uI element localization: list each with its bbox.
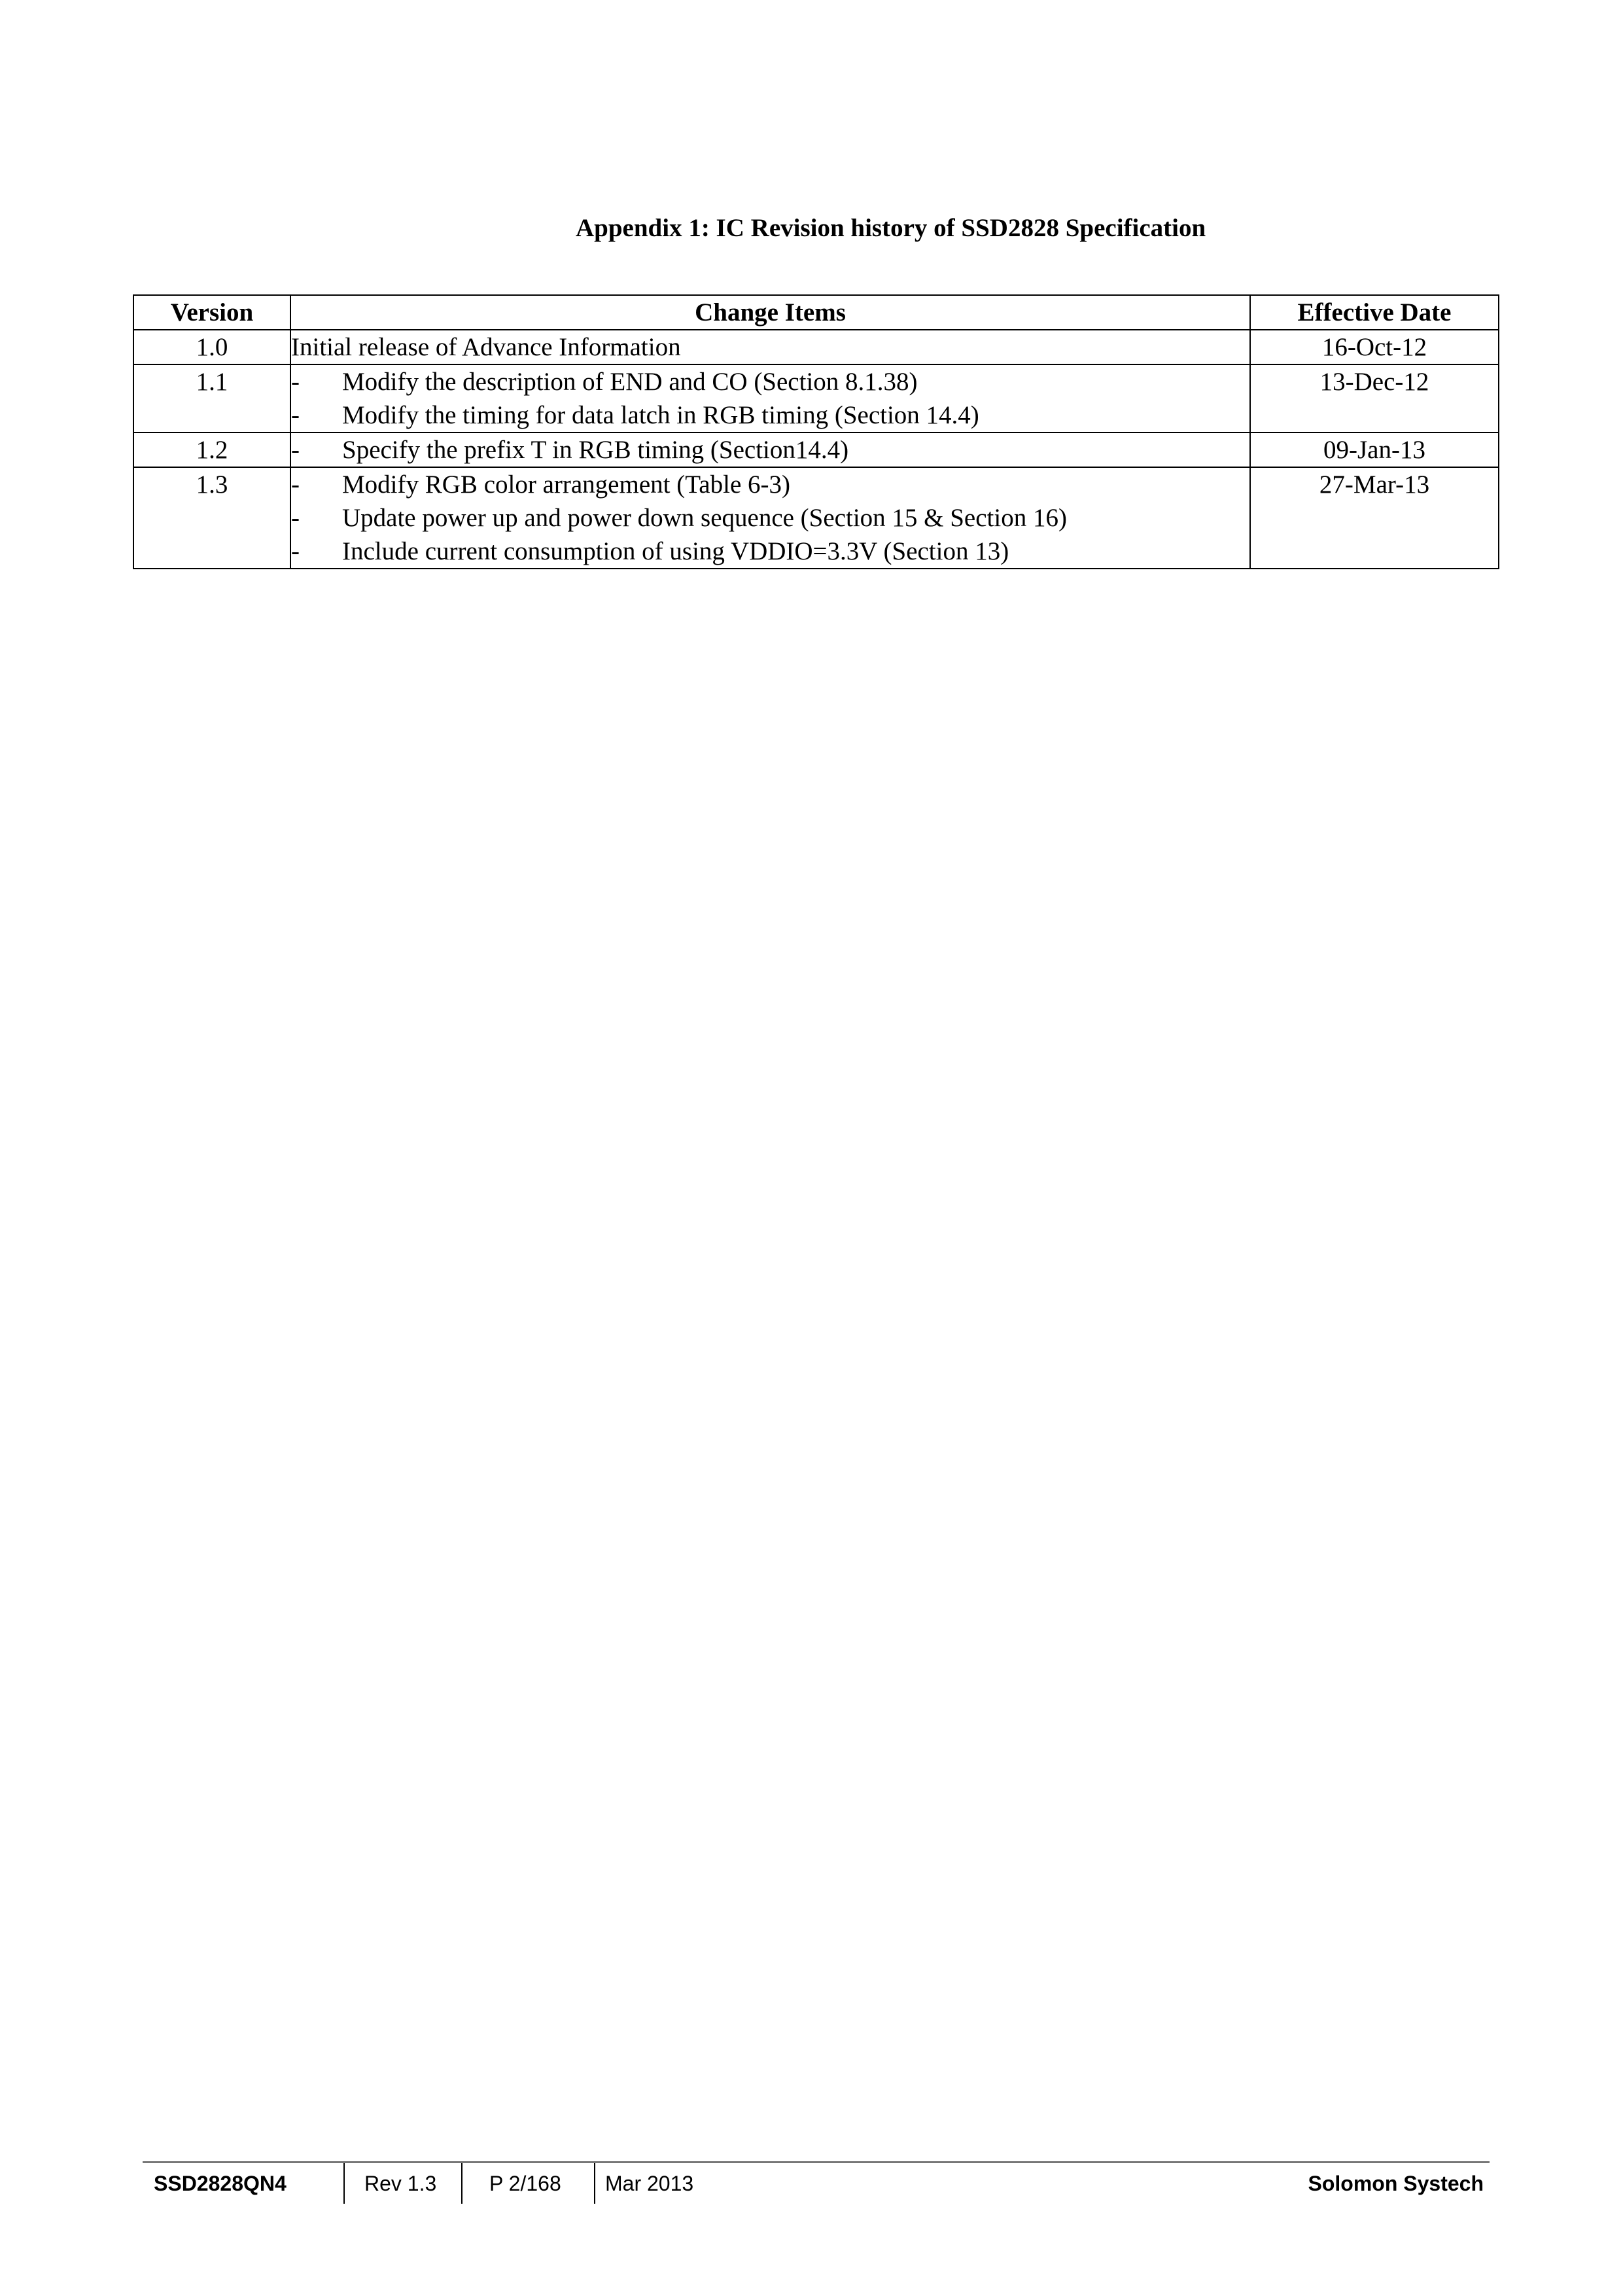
change-item-text: Modify the description of END and CO (Section 8.1.38) bbox=[342, 368, 918, 396]
footer-divider bbox=[594, 2163, 595, 2204]
effective-date-cell: 27-Mar-13 bbox=[1250, 467, 1499, 569]
footer-divider bbox=[461, 2163, 462, 2204]
change-item bbox=[291, 330, 1249, 364]
change-item-text: Include current consumption of using VDDIO=3.3V (Section 13) bbox=[342, 537, 1009, 565]
change-items-cell bbox=[290, 330, 1250, 364]
change-item bbox=[291, 468, 1249, 501]
bullet-dash: - bbox=[291, 504, 300, 532]
change-item-text: Specify the prefix T in RGB timing (Section14.4) bbox=[342, 436, 849, 464]
bullet-dash: - bbox=[291, 436, 300, 464]
footer-part-number: SSD2828QN4 bbox=[154, 2172, 287, 2195]
column-header-effective-date: Effective Date bbox=[1250, 295, 1499, 330]
version-cell: 1.3 bbox=[133, 467, 290, 569]
bullet-dash: - bbox=[291, 401, 300, 429]
change-items-cell bbox=[290, 364, 1250, 433]
change-item-text: Initial release of Advance Information bbox=[291, 333, 681, 361]
effective-date-cell: 13-Dec-12 bbox=[1250, 364, 1499, 433]
version-cell: 1.1 bbox=[133, 364, 290, 433]
version-cell: 1.0 bbox=[133, 330, 290, 364]
table-row bbox=[133, 467, 1499, 569]
bullet-dash: - bbox=[291, 470, 300, 499]
effective-date-cell: 09-Jan-13 bbox=[1250, 433, 1499, 467]
change-items-cell bbox=[290, 433, 1250, 467]
table-row bbox=[133, 433, 1499, 467]
footer-revision: Rev 1.3 bbox=[364, 2172, 437, 2195]
change-item bbox=[291, 433, 1249, 467]
column-header-change-items: Change Items bbox=[290, 295, 1250, 330]
effective-date-cell: 16-Oct-12 bbox=[1250, 330, 1499, 364]
change-item bbox=[291, 365, 1249, 398]
bullet-dash: - bbox=[291, 368, 300, 396]
footer-page-number: P 2/168 bbox=[489, 2172, 561, 2195]
change-items-cell bbox=[290, 467, 1250, 569]
change-item bbox=[291, 501, 1249, 535]
table-row bbox=[133, 364, 1499, 433]
footer-divider bbox=[343, 2163, 345, 2204]
version-cell: 1.2 bbox=[133, 433, 290, 467]
column-header-version: Version bbox=[133, 295, 290, 330]
page-title: Appendix 1: IC Revision history of SSD2828 Specification bbox=[576, 214, 1206, 242]
footer-date: Mar 2013 bbox=[605, 2172, 694, 2195]
footer-company: Solomon Systech bbox=[1308, 2172, 1484, 2195]
change-item bbox=[291, 398, 1249, 432]
table-row bbox=[133, 330, 1499, 364]
change-item bbox=[291, 535, 1249, 568]
page-footer bbox=[143, 2161, 1490, 2204]
revision-history-table bbox=[133, 294, 1499, 569]
table-header-row bbox=[133, 295, 1499, 330]
change-item-text: Modify RGB color arrangement (Table 6-3) bbox=[342, 470, 790, 499]
change-item-text: Update power up and power down sequence (Section 15 & Section 16) bbox=[342, 504, 1067, 532]
change-item-text: Modify the timing for data latch in RGB timing (Section 14.4) bbox=[342, 401, 979, 429]
bullet-dash: - bbox=[291, 537, 300, 565]
